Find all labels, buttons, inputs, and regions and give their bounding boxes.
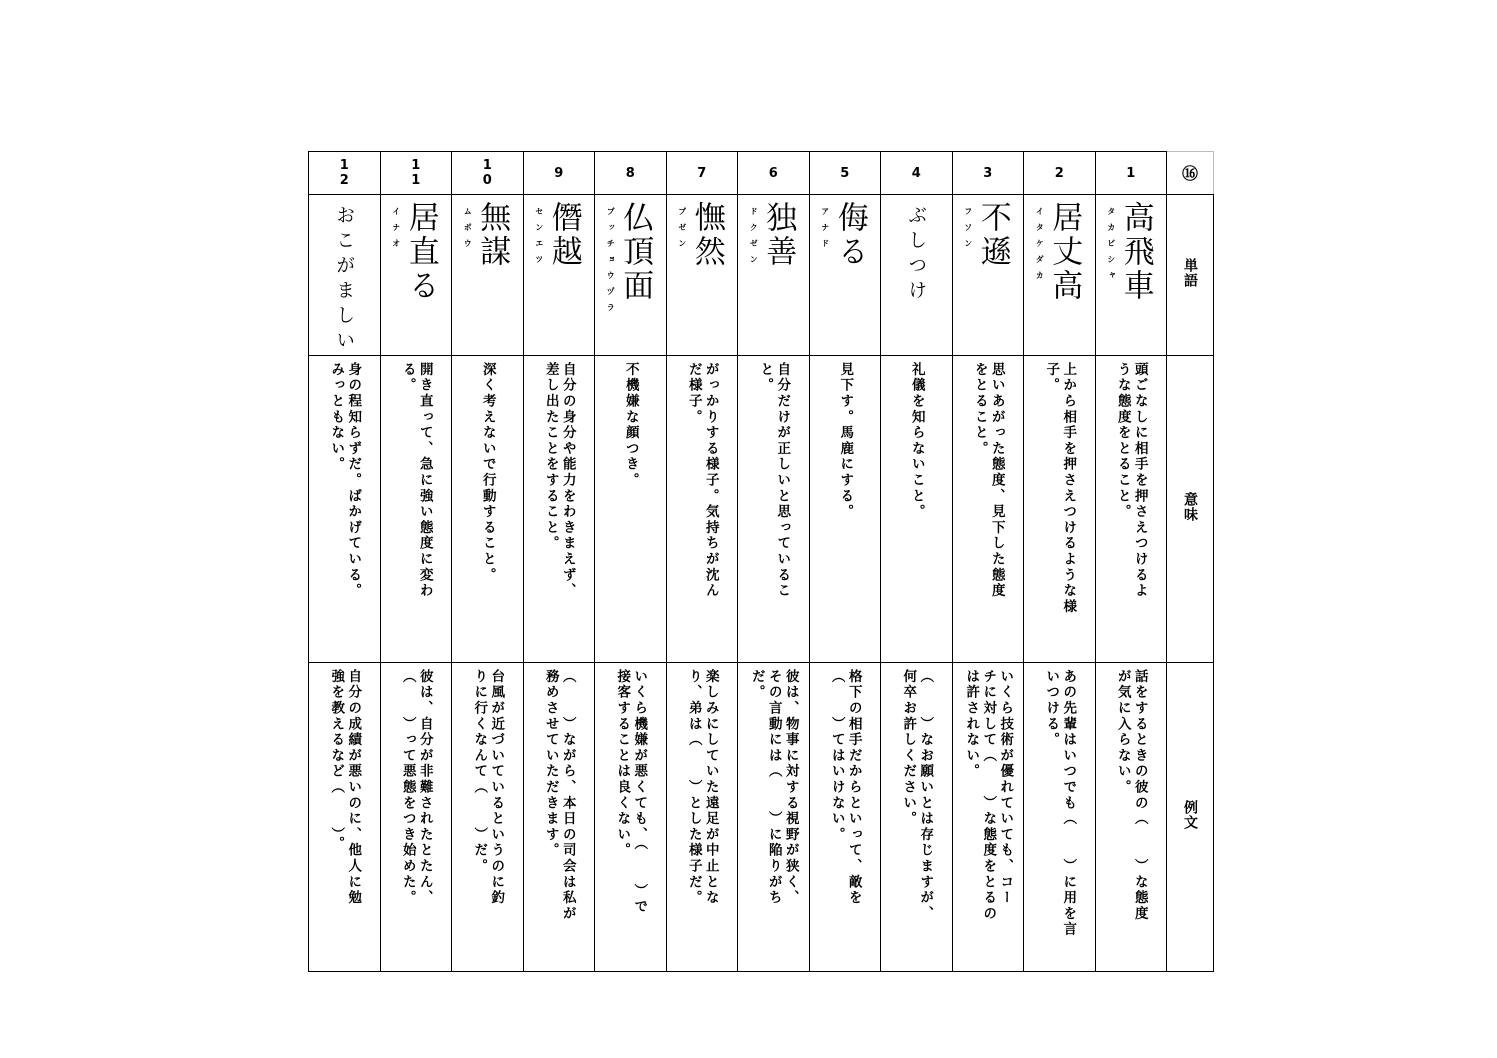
meaning-text: 上から相手を押さえつけるような様 子。	[1043, 362, 1077, 615]
word-cell	[881, 195, 953, 356]
item-number-text: 4	[911, 165, 921, 181]
word-reading: ムボウ	[463, 207, 473, 255]
example-cell	[738, 663, 810, 972]
meaning-cell	[1024, 356, 1096, 663]
meaning-cell	[952, 356, 1024, 663]
word-container	[595, 195, 666, 355]
meaning-row	[309, 356, 1214, 663]
word-container	[452, 195, 523, 355]
item-number-text: 7	[697, 165, 707, 181]
vocabulary-word: 憮然	[688, 201, 725, 269]
word-cell	[666, 195, 738, 356]
vocabulary-table	[308, 151, 1214, 972]
meaning-text: 開き直って、急に強い態度に変わ る。	[399, 362, 433, 599]
word-cell	[1095, 195, 1167, 356]
word-reading: フソン	[963, 207, 973, 255]
example-text: 彼は、自分が非難されたとたん、 （ ）って悪態をつき始めた。	[399, 669, 433, 906]
word-reading: アナド	[820, 207, 830, 255]
example-text: 自分の成績が悪いのに、他人に勉 強を教えるなど（ ）。	[328, 669, 362, 906]
word-container	[524, 195, 595, 355]
example-text: いくら技術が優れていても、コー チに対して（ ）な態度をとるの は許されない。	[963, 669, 1014, 922]
meaning-text: 身の程知らずだ。ばかげている。 みっともない。	[328, 362, 362, 599]
word-container	[381, 195, 452, 355]
word-cell	[1024, 195, 1096, 356]
item-number-text: 9	[554, 165, 564, 181]
word-cell	[309, 195, 381, 356]
word-container	[309, 195, 380, 355]
word-cell	[523, 195, 595, 356]
vocabulary-word: 仏頂面	[617, 201, 654, 303]
word-container	[881, 195, 952, 355]
meaning-cell	[738, 356, 810, 663]
item-number-text: 2	[1054, 165, 1064, 181]
vocabulary-word: 高飛車	[1117, 201, 1154, 303]
item-number	[738, 152, 810, 195]
word-reading: センエツ	[534, 207, 544, 271]
item-number	[809, 152, 881, 195]
vocabulary-word: 侮る	[831, 201, 868, 269]
meaning-text: 自分の身分や能力をわきまえず、 差し出たことをすること。	[542, 362, 576, 599]
meaning-cell	[595, 356, 667, 663]
example-text: （ ）なお願いとは存じますが、 何卒お許しください。	[900, 669, 934, 922]
meaning-cell	[809, 356, 881, 663]
word-cell	[952, 195, 1024, 356]
word-reading: ブゼン	[677, 207, 687, 255]
section-marker: ⑯	[1167, 152, 1214, 195]
label-meaning	[1167, 356, 1214, 663]
item-number	[881, 152, 953, 195]
word-container	[1096, 195, 1167, 355]
item-number-text: 1 0	[482, 158, 492, 188]
example-row	[309, 663, 1214, 972]
example-cell	[1095, 663, 1167, 972]
label-meaning-text: 意味	[1182, 492, 1198, 522]
example-cell	[1024, 663, 1096, 972]
item-number	[952, 152, 1024, 195]
item-number	[523, 152, 595, 195]
label-word-text: 単語	[1182, 258, 1198, 288]
vocabulary-word: 僭越	[545, 201, 582, 269]
example-text: 話をするときの彼の（ ）な態度 が気に入らない。	[1114, 669, 1148, 922]
item-number-text: 1 1	[411, 158, 421, 188]
item-number	[595, 152, 667, 195]
word-reading: タカビシャ	[1106, 207, 1116, 287]
example-text: 彼は、物事に対する視野が狭く、 その言動には（ ）に陥りがち だ。	[748, 669, 799, 906]
word-container	[810, 195, 881, 355]
item-number-text: 3	[983, 165, 993, 181]
meaning-cell	[523, 356, 595, 663]
word-reading: イナオ	[391, 207, 401, 255]
item-number-text: 5	[840, 165, 850, 181]
example-cell	[595, 663, 667, 972]
vocabulary-word: 居丈高	[1046, 201, 1083, 303]
word-container	[953, 195, 1024, 355]
word-row	[309, 195, 1214, 356]
meaning-text: 自分だけが正しいと思っているこ と。	[757, 362, 791, 599]
example-text: 格下の相手だからといって、敵を （ ）てはいけない。	[828, 669, 862, 906]
example-cell	[809, 663, 881, 972]
meaning-cell	[380, 356, 452, 663]
vocabulary-word: 不遜	[974, 201, 1011, 269]
vocabulary-word: ぶしつけ	[905, 205, 928, 305]
item-number	[380, 152, 452, 195]
label-word	[1167, 195, 1214, 356]
vocabulary-word: 独善	[760, 201, 797, 269]
item-number	[1024, 152, 1096, 195]
example-text: いくら機嫌が悪くても、（ ）で 接客することは良くない。	[614, 669, 648, 916]
word-container	[1024, 195, 1095, 355]
meaning-cell	[881, 356, 953, 663]
word-container	[738, 195, 809, 355]
item-number	[452, 152, 524, 195]
meaning-text: 思いあがった態度、見下した態度 をとること。	[971, 362, 1005, 599]
meaning-text: 深く考えないで行動すること。	[479, 362, 496, 584]
item-number	[1095, 152, 1167, 195]
meaning-text: 不機嫌な顔つき。	[622, 362, 639, 489]
meaning-text: 頭ごなしに相手を押さえつけるよ うな態度をとること。	[1114, 362, 1148, 599]
meaning-cell	[309, 356, 381, 663]
word-cell	[595, 195, 667, 356]
example-cell	[881, 663, 953, 972]
meaning-text: がっかりする様子。気持ちが沈ん だ様子。	[685, 362, 719, 599]
meaning-cell	[666, 356, 738, 663]
label-example	[1167, 663, 1214, 972]
meaning-text: 見下す。馬鹿にする。	[837, 362, 854, 520]
word-cell	[809, 195, 881, 356]
vocabulary-word: おこがましい	[333, 205, 356, 355]
example-cell	[523, 663, 595, 972]
word-reading: ブッチョウヅラ	[606, 207, 616, 319]
item-number-text: 1	[1126, 165, 1136, 181]
number-row	[309, 152, 1214, 195]
item-number	[309, 152, 381, 195]
item-number-text: 1 2	[339, 158, 349, 188]
word-cell	[380, 195, 452, 356]
vocabulary-word: 無謀	[474, 201, 511, 269]
word-cell	[738, 195, 810, 356]
example-text: 台風が近づいているというのに釣 りに行くなんて（ ）だ。	[471, 669, 505, 906]
item-number-text: 8	[625, 165, 635, 181]
meaning-cell	[452, 356, 524, 663]
example-cell	[452, 663, 524, 972]
example-cell	[309, 663, 381, 972]
vocabulary-word: 居直る	[402, 201, 439, 303]
example-text: 楽しみにしていた遠足が中止とな り、弟は（ ）とした様子だ。	[685, 669, 719, 906]
item-number	[666, 152, 738, 195]
example-text: あの先輩はいつでも（ ）に用を言 いつける。	[1043, 669, 1077, 938]
example-cell	[952, 663, 1024, 972]
meaning-cell	[1095, 356, 1167, 663]
label-example-text: 例文	[1182, 800, 1198, 830]
example-cell	[380, 663, 452, 972]
word-reading: ドクゼン	[749, 207, 759, 271]
word-reading: イタケダカ	[1035, 207, 1045, 287]
word-cell	[452, 195, 524, 356]
meaning-text: 礼儀を知らないこと。	[908, 362, 925, 520]
item-number-text: 6	[768, 165, 778, 181]
example-cell	[666, 663, 738, 972]
example-text: （ ）ながら、本日の司会は私が 務めさせていただきます。	[542, 669, 576, 922]
word-container	[667, 195, 738, 355]
